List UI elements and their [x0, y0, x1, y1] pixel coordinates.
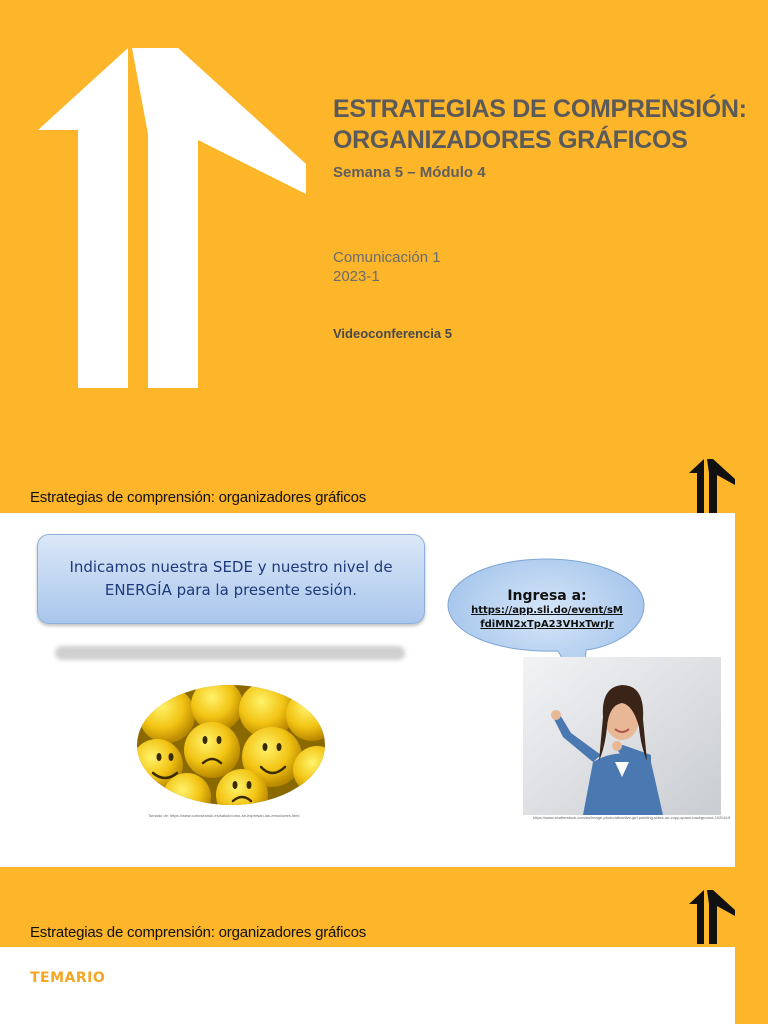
instruction-box — [37, 534, 425, 624]
title-slide — [0, 0, 768, 470]
title-line-1: ESTRATEGIAS DE COMPRENSIÓN: — [333, 95, 747, 123]
bubble-title: Ingresa a: — [507, 588, 587, 604]
bubble-text — [452, 588, 642, 632]
energy-slide — [0, 455, 768, 867]
title-line-2: ORGANIZADORES GRÁFICOS — [333, 126, 688, 154]
course-period: 2023-1 — [333, 268, 380, 285]
photo-credit: https://www.shutterstock.com/es/image-photo/attractive-girl-pointing-sides-on-copy-space-background-1020415 — [533, 815, 731, 820]
right-accent-bar — [735, 455, 768, 867]
emoji-faces-image — [137, 685, 325, 805]
week-module-subtitle: Semana 5 – Módulo 4 — [333, 164, 486, 181]
instruction-text: Indicamos nuestra SEDE y nuestro nivel de ENERGÍA para la presente sesión. — [69, 558, 393, 599]
section-title: TEMARIO — [30, 970, 106, 986]
university-logo-icon — [38, 44, 306, 388]
agenda-slide — [0, 867, 768, 1024]
course-name: Comunicación 1 — [333, 249, 441, 266]
slido-link-line-1[interactable]: https://app.sli.do/event/sM — [471, 605, 623, 616]
content-area — [0, 947, 735, 1024]
session-label: Videoconferencia 5 — [333, 326, 452, 341]
emoji-image-credit: Tomado de: https://www.curioseando.es/salud/como-se-expresan-las-emociones.html — [148, 813, 300, 818]
university-logo-icon — [689, 457, 735, 513]
slide-header-title: Estrategias de comprensión: organizadores gráficos — [30, 489, 367, 506]
slide-header-title: Estrategias de comprensión: organizadores gráficos — [30, 924, 367, 941]
shadow-divider — [55, 646, 405, 660]
slido-link-line-2[interactable]: fdiMN2xTpA23VHxTwrJr — [480, 619, 614, 630]
university-logo-icon — [689, 888, 735, 944]
slide-header — [0, 455, 768, 513]
pointing-woman-photo — [523, 657, 721, 815]
course-info — [333, 248, 441, 286]
presentation-title — [333, 94, 753, 156]
